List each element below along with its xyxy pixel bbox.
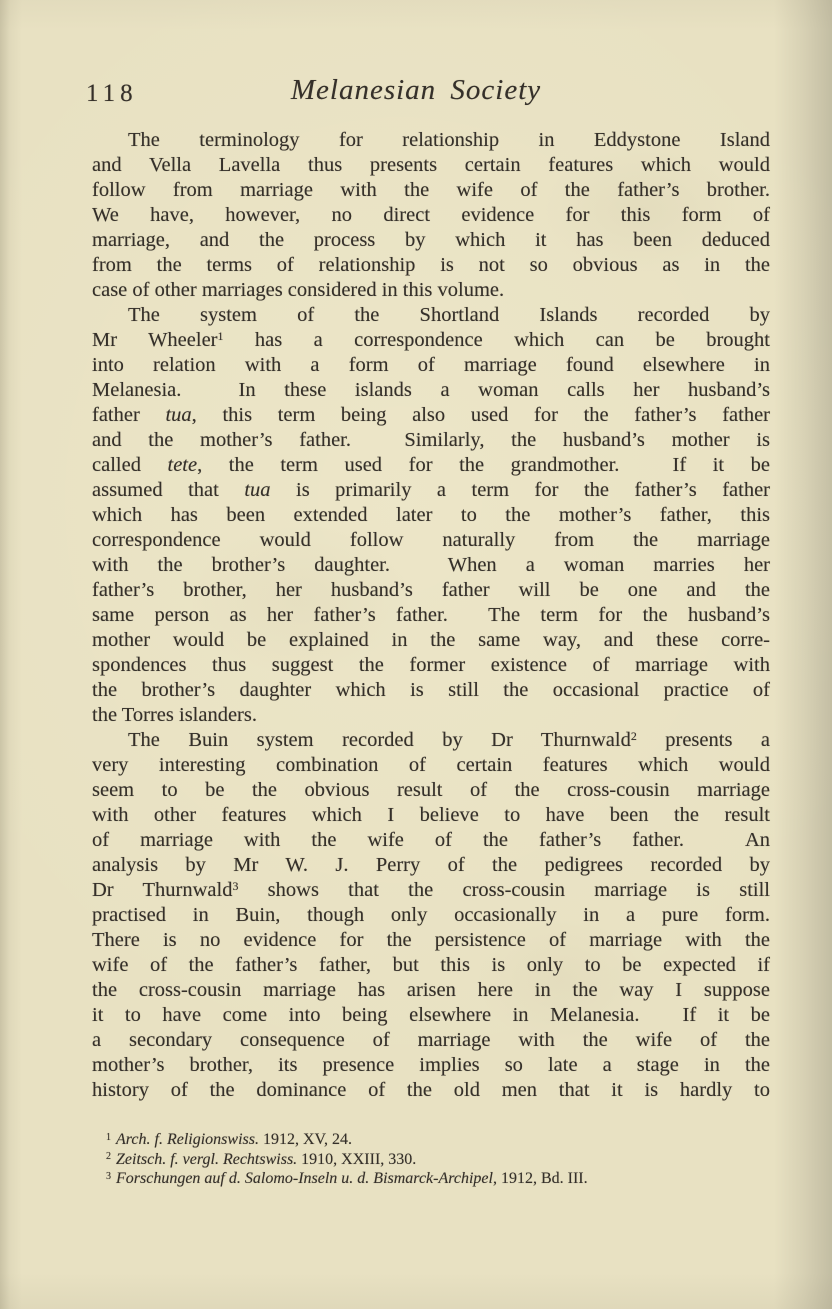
footnote-reference: 3 <box>232 879 239 894</box>
footnote-reference: 1 <box>217 329 224 344</box>
text-line: seem to be the obvious result of the cross-cousin marriage <box>92 779 770 801</box>
paragraph <box>92 728 770 1103</box>
footnote: $^3$ Forschungen auf d. Salomo-Inseln u. d. Bismarck-Archipel, 1912, Bd. III. <box>106 1170 588 1187</box>
text-line: analysis by Mr W. J. Perry of the pedigrees recorded by <box>92 854 770 876</box>
text-line: into relation with a form of marriage found elsewhere in <box>92 354 770 376</box>
text-line: Mr Wheeler$^1$ has a correspondence which can be brought <box>92 329 771 351</box>
text-line: it to have come into being elsewhere in Melanesia. If it be <box>92 1004 770 1026</box>
footnote-marker: 1 <box>106 1131 111 1143</box>
paragraph <box>92 303 770 728</box>
text-line: marriage, and the process by which it has been deduced <box>92 229 770 251</box>
text-line: called tete, the term used for the grandmother. If it be <box>92 454 770 476</box>
text-line: father tua, this term being also used for the father’s father <box>92 404 770 426</box>
text-line: assumed that tua is primarily a term for the father’s father <box>92 479 770 501</box>
footnotes <box>106 1130 770 1189</box>
text-line: mother would be explained in the same way, and these corre- <box>92 629 770 651</box>
text-line: very interesting combination of certain features which would <box>92 754 770 776</box>
text-line: practised in Buin, though only occasionally in a pure form. <box>92 904 770 926</box>
text-line: with the brother’s daughter. When a woman marries her <box>92 554 770 576</box>
text-line: from the terms of relationship is not so obvious as in the <box>92 254 770 276</box>
text-line: follow from marriage with the wife of the father’s brother. <box>92 179 770 201</box>
text-line: spondences thus suggest the former existence of marriage with <box>92 654 770 676</box>
running-title: Melanesian Society <box>290 74 542 106</box>
text-line: correspondence would follow naturally from the marriage <box>92 529 770 551</box>
text-line: a secondary consequence of marriage with the wife of the <box>92 1029 770 1051</box>
text-line: The terminology for relationship in Eddystone Island <box>128 129 770 151</box>
text-line: the Torres islanders. <box>92 704 257 726</box>
text-line: which has been extended later to the mother’s father, this <box>92 504 770 526</box>
text-line: The system of the Shortland Islands recorded by <box>128 304 770 326</box>
text-line: the brother’s daughter which is still the occasional practice of <box>92 679 770 701</box>
text-line: wife of the father’s father, but this is only to be expected if <box>92 954 770 976</box>
footnote: $^2$ Zeitsch. f. vergl. Rechtswiss. 1910, XXIII, 330. <box>106 1150 417 1168</box>
text-line: case of other marriages considered in this volume. <box>92 279 505 301</box>
text-line: Dr Thurnwald$^3$ shows that the cross-cousin marriage is still <box>92 879 770 901</box>
text-line: same person as her father’s father. The term for the husband’s <box>92 604 770 626</box>
page-body <box>92 128 770 1103</box>
text-line: father’s brother, her husband’s father will be one and the <box>92 579 770 601</box>
text-line: and Vella Lavella thus presents certain features which would <box>92 154 770 176</box>
footnote: $^1$ Arch. f. Religionswiss. 1912, XV, 24. <box>106 1131 353 1148</box>
text-line: The Buin system recorded by Dr Thurnwald$^2$ presents a <box>128 729 770 751</box>
text-line: history of the dominance of the old men that it is hardly to <box>92 1079 770 1101</box>
paragraph <box>92 128 770 303</box>
footnote-reference: 2 <box>630 729 637 744</box>
text-line: of marriage with the wife of the father’s father. An <box>92 829 770 851</box>
text-line: Melanesia. In these islands a woman calls her husband’s <box>92 379 770 401</box>
footnote-marker: 3 <box>106 1170 111 1182</box>
text-line: the cross-cousin marriage has arisen here in the way I suppose <box>92 979 770 1001</box>
text-line: and the mother’s father. Similarly, the husband’s mother is <box>92 429 770 451</box>
page-number: 118 <box>86 80 138 107</box>
text-line: We have, however, no direct evidence for this form of <box>92 204 770 226</box>
text-line: with other features which I believe to have been the result <box>92 804 770 826</box>
text-line: There is no evidence for the persistence of marriage with the <box>92 929 770 951</box>
footnote-marker: 2 <box>106 1151 111 1162</box>
text-line: mother’s brother, its presence implies so late a stage in the <box>92 1054 770 1076</box>
